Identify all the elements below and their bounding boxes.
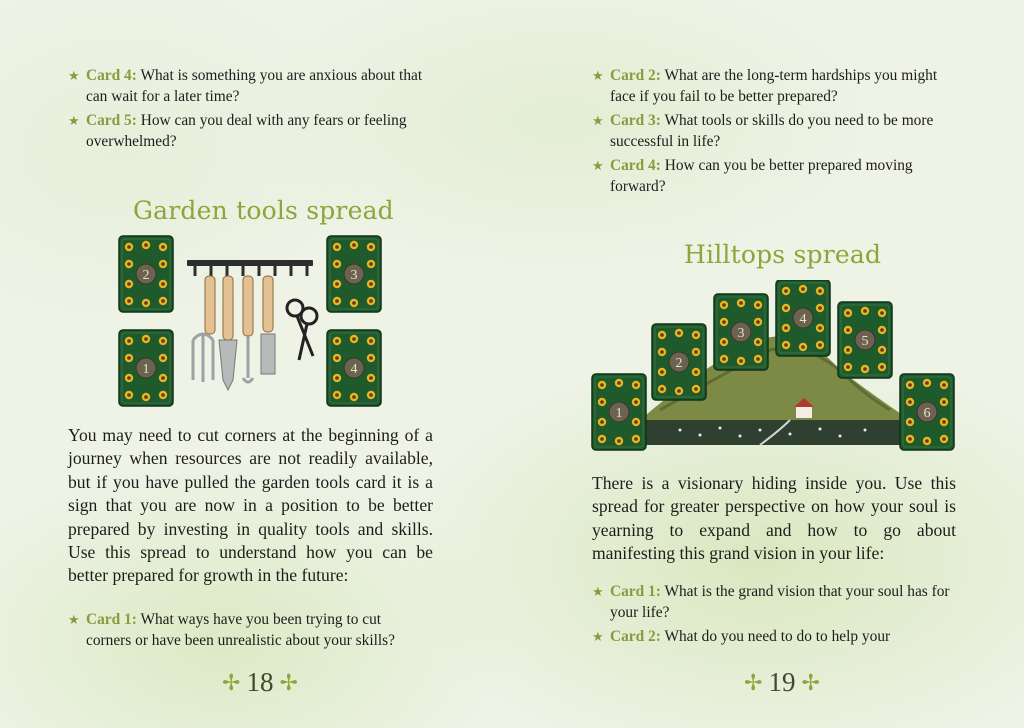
- svg-text:1: 1: [142, 362, 150, 377]
- question-list-top: [68, 66, 428, 156]
- right-page: [512, 0, 1024, 728]
- question-text: What are the long-term hardships you might face if you fail to be better prepared?: [610, 67, 938, 105]
- list-item: [592, 582, 952, 623]
- page-number-value: 18: [246, 667, 274, 697]
- question-list-bottom: [592, 582, 952, 652]
- card-label: Card 5:: [86, 112, 137, 129]
- question-text: What is the grand vision that your soul has for your life?: [610, 583, 950, 621]
- list-item: [592, 111, 952, 152]
- list-item: [68, 610, 428, 651]
- list-item: [68, 66, 428, 107]
- card-6: [900, 374, 954, 450]
- card-label: Card 2:: [610, 67, 661, 84]
- question-text: How can you deal with any fears or feeling overwhelmed?: [86, 112, 407, 150]
- card-3: [327, 236, 381, 312]
- question-text: What tools or skills do you need to be more successful in life?: [610, 112, 934, 150]
- page-number: [222, 667, 298, 698]
- tool-rack-icon: [187, 260, 317, 390]
- star-bullet-icon: ★: [592, 584, 604, 599]
- star-bullet-icon: ★: [592, 158, 604, 173]
- cross-ornament-icon: ✢: [801, 669, 820, 695]
- card-2: [652, 324, 706, 400]
- star-bullet-icon: ★: [68, 113, 80, 128]
- question-text: What ways have you been trying to cut corners or have been unrealistic about your skills?: [86, 611, 395, 649]
- card-label: Card 3:: [610, 112, 661, 129]
- list-item: [592, 627, 952, 648]
- star-bullet-icon: ★: [68, 612, 80, 627]
- card-label: Card 1:: [610, 583, 661, 600]
- svg-text:4: 4: [350, 362, 358, 377]
- spread-heading: Garden tools spread: [133, 196, 394, 225]
- card-4: [327, 330, 381, 406]
- question-text: What do you need to do to help your: [664, 628, 891, 645]
- hilltops-illustration: [590, 280, 958, 452]
- card-1: [119, 330, 173, 406]
- star-bullet-icon: ★: [592, 629, 604, 644]
- card-label: Card 4:: [86, 67, 137, 84]
- question-list-top: [592, 66, 952, 201]
- card-label: Card 2:: [610, 628, 661, 645]
- garden-tools-illustration: [115, 230, 395, 414]
- cross-ornament-icon: ✢: [279, 669, 298, 695]
- question-text: How can you be better prepared moving forward?: [610, 157, 913, 195]
- page-number-value: 19: [768, 667, 796, 697]
- star-bullet-icon: ★: [592, 68, 604, 83]
- svg-text:1: 1: [615, 406, 623, 421]
- question-text: What is something you are anxious about that can wait for a later time?: [86, 67, 423, 105]
- svg-text:6: 6: [923, 406, 931, 421]
- svg-text:2: 2: [142, 268, 150, 283]
- star-bullet-icon: ★: [592, 113, 604, 128]
- list-item: [68, 111, 428, 152]
- svg-text:5: 5: [861, 334, 869, 349]
- card-5: [838, 302, 892, 378]
- question-list-bottom: [68, 610, 428, 655]
- svg-text:4: 4: [799, 312, 807, 327]
- svg-text:3: 3: [350, 268, 358, 283]
- card-1: [592, 374, 646, 450]
- list-item: [592, 66, 952, 107]
- svg-text:2: 2: [675, 356, 683, 371]
- list-item: [592, 156, 952, 197]
- cross-ornament-icon: ✢: [222, 669, 241, 695]
- card-label: Card 1:: [86, 611, 137, 628]
- cross-ornament-icon: ✢: [744, 669, 763, 695]
- card-label: Card 4:: [610, 157, 661, 174]
- spread-heading: Hilltops spread: [684, 240, 882, 269]
- page-number: [744, 667, 820, 698]
- card-3: [714, 294, 768, 370]
- card-4: [776, 280, 830, 356]
- svg-text:3: 3: [737, 326, 745, 341]
- body-paragraph: You may need to cut corners at the beginning of a journey when resources are not readily available, but if you have pulled the garden tools card it is a sign that you are now in a position to be better prepared by investing in quality tools and skills. Use this spread to understand how you can be better prepared for growth in the future:: [68, 425, 433, 586]
- star-bullet-icon: ★: [68, 68, 80, 83]
- card-2: [119, 236, 173, 312]
- body-paragraph: There is a visionary hiding inside you. Use this spread for greater perspective on how your soul is yearning to expand and how to go about manifesting this grand vision in your life:: [592, 473, 956, 564]
